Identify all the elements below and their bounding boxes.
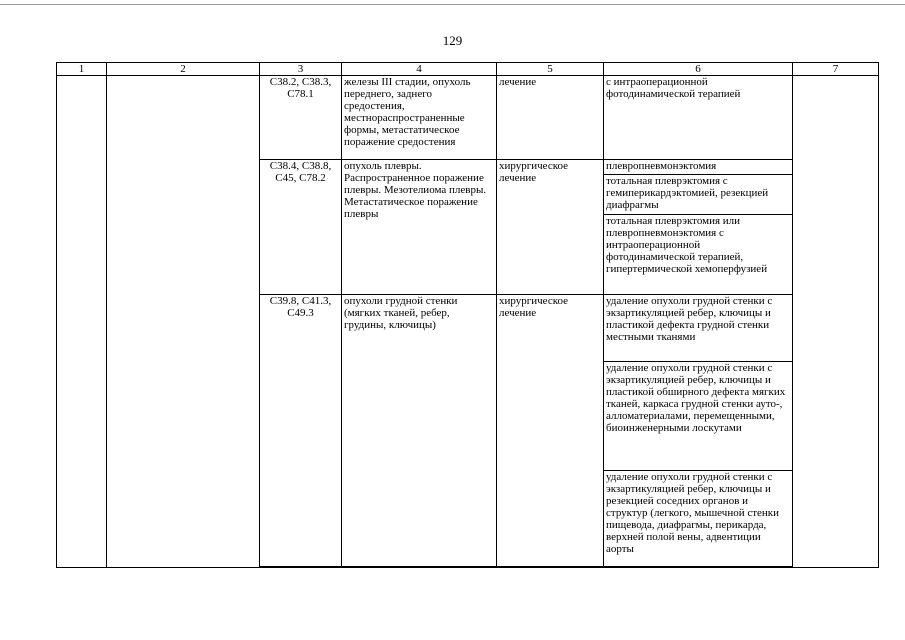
column-header-5: 5 (497, 63, 604, 76)
treatment-method-cell: удаление опухоли грудной стенки с экзартикуляцией ребер, ключицы и пластикой обширного дефекта мягких тканей, каркаса грудной стенки ауто-, алломатериалами, перемещенными, биоинженерными лоскутами (604, 362, 793, 471)
diagnosis-cell: опухоли грудной стенки (мягких тканей, ребер, грудины, ключицы) (342, 295, 497, 567)
treatment-method-cell: тотальная плеврэктомия с гемиперикардэктомией, резекцией диафрагмы (604, 175, 793, 215)
treatment-method-cell: удаление опухоли грудной стенки с экзартикуляцией ребер, ключицы и пластикой дефекта грудной стенки местными тканями (604, 295, 793, 362)
icd-codes-cell: C38.2, C38.3, C78.1 (260, 76, 342, 160)
column-1-cell (57, 76, 107, 568)
empty-cell (604, 567, 793, 568)
column-header-1: 1 (57, 63, 107, 76)
empty-cell (342, 567, 497, 568)
empty-cell (497, 567, 604, 568)
column-header-3: 3 (260, 63, 342, 76)
diagnosis-cell: железы III стадии, опухоль переднего, заднего средостения, местнораспространенные формы, метастатическое поражение средостения (342, 76, 497, 160)
column-7-cell (793, 76, 879, 568)
column-header-4: 4 (342, 63, 497, 76)
treatment-method-cell: тотальная плеврэктомия или плевропневмонэктомия с интраоперационной фотодинамической терапией, гипертермической хемоперфузией (604, 215, 793, 295)
icd-codes-cell: C39.8, C41.3, C49.3 (260, 295, 342, 567)
column-header-6: 6 (604, 63, 793, 76)
column-2-cell (107, 76, 260, 568)
treatment-type-cell: хирургическое лечение (497, 160, 604, 295)
page-number: 129 (442, 33, 463, 48)
treatment-type-cell: лечение (497, 76, 604, 160)
top-rule (0, 4, 905, 5)
column-header-2: 2 (107, 63, 260, 76)
treatment-method-cell: с интраоперационной фотодинамической терапией (604, 76, 793, 160)
table-row (57, 76, 879, 160)
treatment-method-cell: плевропневмонэктомия (604, 160, 793, 175)
treatment-method-cell: удаление опухоли грудной стенки с экзартикуляцией ребер, ключицы и резекцией соседних органов и структур (легкого, мышечной стенки пищевода, диафрагмы, перикарда, верхней полой вены, адвентиции аорты (604, 471, 793, 567)
medical-care-table (56, 62, 879, 568)
diagnosis-cell: опухоль плевры. Распространенное поражение плевры. Мезотелиома плевры. Метастатическое поражение плевры (342, 160, 497, 295)
treatment-type-cell: хирургическое лечение (497, 295, 604, 567)
header-row (57, 63, 879, 76)
column-header-7: 7 (793, 63, 879, 76)
icd-codes-cell: C38.4, C38.8, C45, C78.2 (260, 160, 342, 295)
empty-cell (260, 567, 342, 568)
